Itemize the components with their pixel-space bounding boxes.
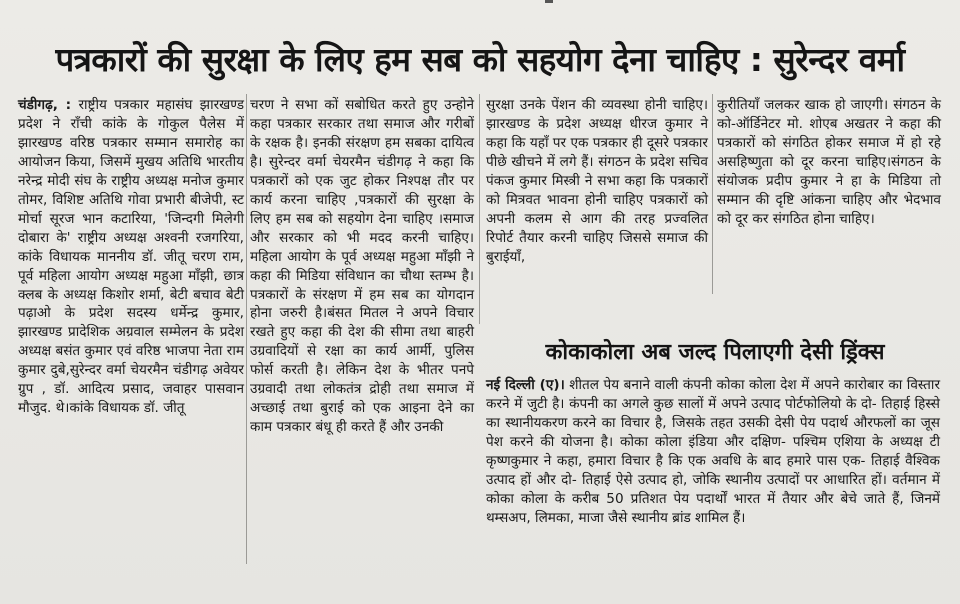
article-column-1 [18, 96, 244, 418]
article-column-2 [250, 96, 474, 437]
second-story-headline: कोकाकोला अब जल्द पिलाएगी देसी ड्रिंक्स [545, 340, 885, 365]
column-text: चरण ने सभा कों सबोधित करते हुए उन्होने कहा पत्रकार सरकार तथा समाज और गरीबों के रक्षक है। इनकी संरक्षण हम सबका दायित्व है। सुरेन्दर वर्मा चेयरमैन चंडीगढ़ ने कहा कि पत्रकारों को एक जुट होकर निश्पक्ष तौर पर कार्य करना चाहिए ,पत्रकारों की सुरक्षा के लिए हम सब को सहयोग देना चाहिए ।समाज और सरकार को भी मदद करनी चाहिए। महिला आयोग के पूर्व अध्यक्ष महुआ माँझी ने कहा की मिडिया संविधान का चौथा स्तम्भ है। पत्रकारों के संरक्षण में हम सब का योगदान होना जरुरी है।बंसत मितल ने अपने विचार रखते हुए कहा की देश की सीमा तथा बाहरी उग्रवादियों से रक्षा का कार्य आर्मी, पुलिस फोर्स करती है। लेकिन देश के भीतर पनपे उग्रवादी तथा लोकतंत्र द्रोही तथा समाज में अच्छाई तथा बुराई को एक आइना देने का काम पत्रकार बंधू ही करते हैं और उनकी [250, 97, 474, 436]
column-rule [712, 94, 713, 294]
article-column-3 [486, 96, 708, 267]
column-text: कुरीतियाँ जलकर खाक हो जाएगी। संगठन के को-ऑर्डिनेटर मो. शोएब अखतर ने कहा की पत्रकारों को संगठित होकर समाज में हो रहे असहिष्णुता को दूर करना चाहिए।संगठन के संयोजक प्रदीप कुमार ने हा के मिडिया तो सम्मान की दृष्टि आंकना चाहिए और भेदभाव को दूर कर संगठित होना चाहिए। [717, 97, 941, 227]
column-rule [246, 94, 247, 564]
column-text: सुरक्षा उनके पेंशन की व्यवस्था होनी चाहिए।झारखण्ड के प्रदेश अध्यक्ष धीरज कुमार ने कहा कि यहाँ पर एक पत्रकार ही दूसरे पत्रकार पीछे खीचने में लगे हैं। संगठन के प्रदेश सचिव पंकज कुमार मिस्त्री ने सभा कहा कि पत्रकारों को मित्रवत भावना होनी चाहिए पत्रकारों को अपनी कलम से आग की तरह प्रज्वलित रिपोर्ट तैयार करनी चाहिए जिससे समाज की बुराईयाँ, [486, 97, 708, 265]
article-column-4 [717, 96, 941, 229]
main-headline: पत्रकारों की सुरक्षा के लिए हम सब को सहयोग देना चाहिए : सुरेन्दर वर्मा [55, 40, 905, 79]
story-dateline: नई दिल्ली (ए)। [486, 377, 565, 393]
article-dateline: चंडीगढ़, : [18, 97, 72, 113]
page-edge-mark [545, 0, 553, 3]
story-text: शीतल पेय बनाने वाली कंपनी कोका कोला देश में अपने कारोबार का विस्तार करने में जुटी है। कंपनी का अगले कुछ सालों में अपने उत्पाद पोर्टफोलियो के दो- तिहाई हिस्से का स्थानीयकरण करने का विचार है, जिसके तहत उसकी देसी पेय पदार्थ औरफलों का जूस पेश करने की योजना है। कोका कोला इंडिया और दक्षिण- पश्चिम एशिया के अध्यक्ष टी कृष्णकुमार ने कहा, हमारा विचार है कि एक अवधि के बाद हमारे पास एक- तिहाई वैश्विक उत्पाद हों और दो- तिहाई ऐसे उत्पाद हो, जोकि स्थानीय उत्पादों पर आधारित हों। वर्तमान में कोका कोला के करीब 50 प्रतिशत पेय पदार्थों भारत में तैयार और बेचे जाते हैं, जिनमें थम्सअप, लिमका, माजा जैसे स्थानीय ब्रांड शामिल हैं। [486, 377, 940, 526]
column-rule [479, 94, 480, 324]
second-story-body [486, 376, 940, 528]
column-text: राष्ट्रीय पत्रकार महासंघ झारखण्ड प्रदेश ने राँची कांके के गोकुल पैलेस में झारखण्ड वरिष्ठ पत्रकार सम्मान समारोह का आयोजन किया, जिसमें मुखय अतिथि भारतीय नरेन्द्र मोदी संघ के राष्ट्रीय अध्यक्ष मनोज कुमार तोमर, विशिष्ट अतिथि गोवा प्रभारी बीजेपी, स्ट मोर्चा सूरज भान कटारिया, 'जिन्दगी मिलेगी दोबारा के' राष्ट्रीय अध्यक्ष अश्वनी रजगरिया, कांके विधायक माननीय डॉ. जीतू चरण राम, पूर्व महिला आयोग अध्यक्ष महुआ माँझी, छात्र क्लब के अध्यक्ष किशोर शर्मा, बेटी बचाव बेटी पढ़ाओ के प्रदेश सदस्य धर्मेन्द्र कुमार, झारखण्ड प्रादेशिक अग्रवाल सम्मेलन के प्रदेश अध्यक्ष बसंत कुमार एवं वरिष्ठ भाजपा नेता राम कुमार दुबे,सुरेन्दर वर्मा चेयरमैन चंडीगढ़ अवेयर ग्रुप , डॉ. आदित्य प्रसाद, जवाहर पासवान मौजुद. थे।कांके विधायक डॉ. जीतू [18, 97, 244, 417]
